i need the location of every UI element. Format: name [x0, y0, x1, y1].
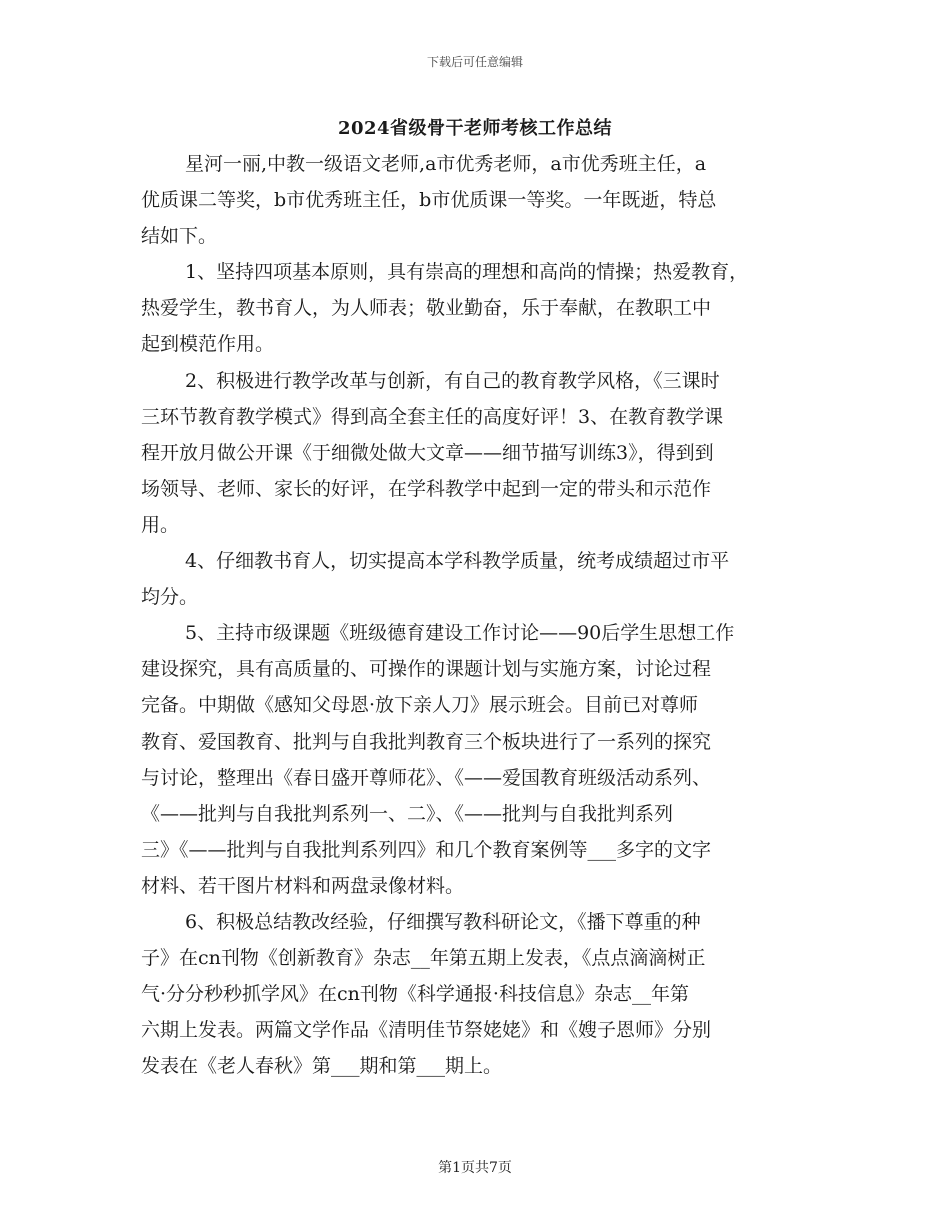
text-line: 程开放月做公开课《于细微处做大文章——细节描写训练3》，得到到 [141, 441, 714, 464]
text-line: 六期上发表。两篇文学作品《清明佳节祭姥姥》和《嫂子恩师》分别 [141, 1019, 712, 1042]
text-line: 5、主持市级课题《班级德育建设工作讨论——90后学生思想工作 [185, 622, 735, 645]
text-line: 用。 [141, 513, 180, 536]
text-line: 与讨论，整理出《春日盛开尊师花》、《——爱国教育班级活动系列、 [141, 766, 712, 789]
text-line: 结如下。 [141, 225, 218, 248]
text-line: 教育、爱国教育、批判与自我批判教育三个板块进行了一系列的探究 [141, 730, 712, 753]
text-line: 星河一丽,中教一级语文老师,a市优秀老师，a市优秀班主任，a [185, 153, 707, 175]
text-line: 6、积极总结教改经验，仔细撰写教科研论文，《播下尊重的种 [185, 910, 701, 933]
text-line: 4、仔细教书育人，切实提高本学科教学质量，统考成绩超过市平 [185, 550, 730, 573]
text-line: 《——批判与自我批判系列一、二》、《——批判与自我批判系列 [141, 802, 674, 825]
text-line: 建设探究，具有高质量的、可操作的课题计划与实施方案，讨论过程 [141, 658, 712, 681]
text-line: 2、积极进行教学改革与创新，有自己的教育教学风格，《三课时 [185, 369, 720, 392]
text-line: 三环节教育教学模式》得到高全套主任的高度好评！3、在教育教学课 [141, 405, 724, 428]
text-line: 1、坚持四项基本原则，具有崇高的理想和高尚的情操；热爱教育， [185, 261, 749, 284]
document-title: 2024省级骨干老师考核工作总结 [337, 118, 613, 139]
text-line: 均分。 [141, 586, 199, 609]
text-line: 发表在《老人春秋》第___期和第___期上。 [141, 1055, 503, 1078]
text-line: 气·分分秒秒抓学风》在cn刊物《科学通报·科技信息》杂志__年第 [141, 983, 689, 1006]
document-body [141, 146, 831, 1084]
page-number: 第1页共7页 [438, 1160, 512, 1176]
text-line: 场领导、老师、家长的好评，在学科教学中起到一定的带头和示范作 [141, 477, 712, 500]
text-line: 子》在cn刊物《创新教育》杂志__年第五期上发表，《点点滴滴树正 [141, 947, 706, 970]
text-line: 优质课二等奖，b市优秀班主任，b市优质课一等奖。一年既逝，特总 [141, 189, 717, 212]
text-line: 起到模范作用。 [141, 333, 275, 356]
text-line: 完备。中期做《感知父母恩·放下亲人刀》展示班会。目前已对尊师 [141, 694, 699, 717]
text-line: 材料、若干图片材料和两盘录像材料。 [141, 874, 465, 897]
text-line: 三》《——批判与自我批判系列四》和几个教育案例等___多字的文字 [141, 838, 712, 861]
header-note: 下载后可任意编辑 [426, 55, 523, 69]
text-line: 热爱学生，教书育人，为人师表；敬业勤奋，乐于奉献，在教职工中 [141, 297, 712, 320]
